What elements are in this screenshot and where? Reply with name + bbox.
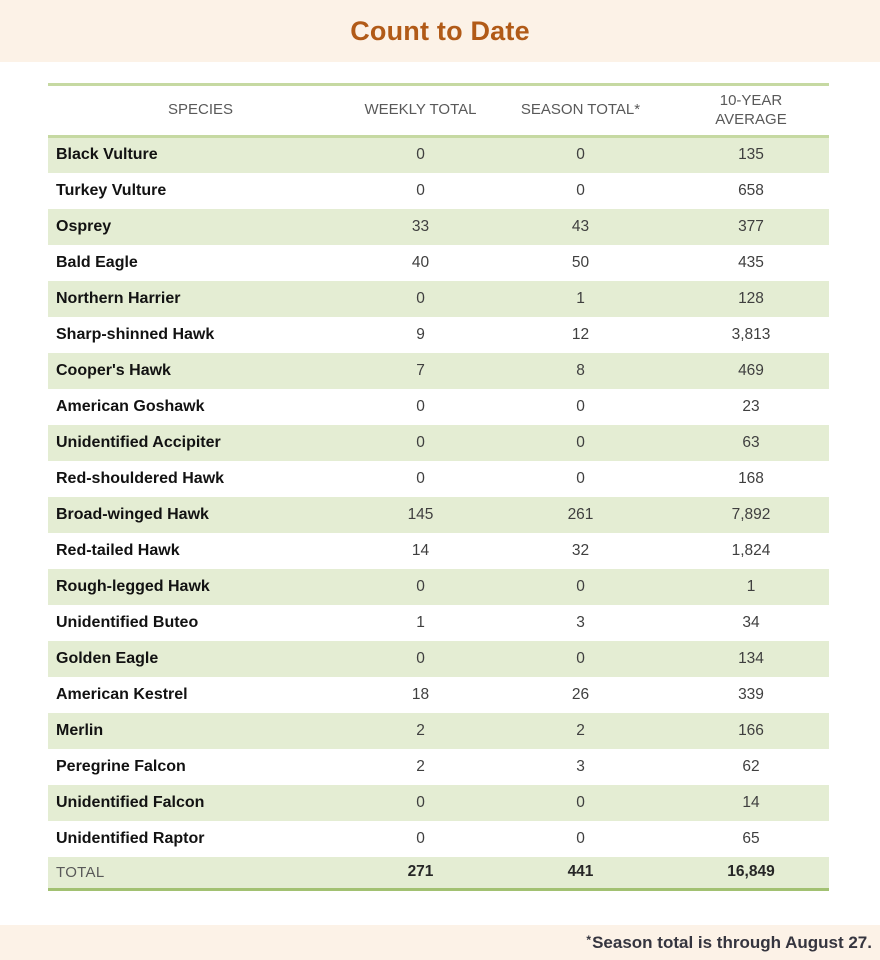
table-row <box>48 317 829 353</box>
weekly-total-value: 0 <box>416 397 425 415</box>
ten-year-average-value: 658 <box>738 181 764 199</box>
weekly-total-value: 33 <box>411 217 430 235</box>
ten-year-average-value: 377 <box>738 217 764 235</box>
ten-year-average-value: 63 <box>742 433 760 451</box>
species-name: Red-tailed Hawk <box>56 541 180 559</box>
weekly-total-value: 0 <box>416 829 425 847</box>
season-total-value: 43 <box>571 217 590 235</box>
weekly-total-value: 0 <box>416 649 425 667</box>
weekly-total-value: 0 <box>416 289 425 307</box>
weekly-total-value: 0 <box>416 793 425 811</box>
footnote <box>586 933 872 953</box>
season-total-value: 0 <box>576 433 585 451</box>
weekly-total-value: 0 <box>416 433 425 451</box>
ten-year-average-value: 435 <box>738 253 764 271</box>
ten-year-average-value: 3,813 <box>731 325 771 343</box>
weekly-total-value: 0 <box>416 469 425 487</box>
weekly-total-value: 0 <box>416 146 425 164</box>
column-header-weekly-total: WEEKLY TOTAL <box>353 85 488 137</box>
species-name: Turkey Vulture <box>56 181 167 199</box>
table-row <box>48 461 829 497</box>
season-total-value: 0 <box>576 469 585 487</box>
weekly-total-value: 2 <box>416 721 425 739</box>
column-header-species: SPECIES <box>48 85 353 137</box>
table-row <box>48 569 829 605</box>
species-name: Sharp-shinned Hawk <box>56 325 215 343</box>
count-table <box>48 83 829 891</box>
season-total-value: 32 <box>571 541 590 559</box>
column-header-season-total: SEASON TOTAL* <box>488 85 673 137</box>
ten-year-average-value: 23 <box>742 397 760 415</box>
ten-year-average-value: 34 <box>742 613 760 631</box>
weekly-total-value: 1 <box>416 613 425 631</box>
season-total-value: 0 <box>576 829 585 847</box>
season-total-value: 12 <box>571 325 590 343</box>
table-row <box>48 641 829 677</box>
weekly-total-value: 9 <box>416 325 425 343</box>
season-total-value: 26 <box>571 685 590 703</box>
species-name: Peregrine Falcon <box>56 757 186 775</box>
species-name: Red-shouldered Hawk <box>56 469 225 487</box>
table-row <box>48 497 829 533</box>
table-row <box>48 785 829 821</box>
ten-year-average-value: 1,824 <box>731 541 771 559</box>
ten-year-average-value: 469 <box>738 361 764 379</box>
column-header-10-year-average-label: 10-YEAR AVERAGE <box>715 91 787 128</box>
table-row <box>48 173 829 209</box>
table-row <box>48 353 829 389</box>
weekly-total-value: 40 <box>411 253 430 271</box>
total-label: TOTAL <box>48 857 353 890</box>
table-row <box>48 209 829 245</box>
species-name: Merlin <box>56 721 104 739</box>
season-total-value: 0 <box>576 577 585 595</box>
ten-year-average-value: 7,892 <box>731 505 771 523</box>
ten-year-average-value: 168 <box>738 469 764 487</box>
weekly-total-value: 7 <box>416 361 425 379</box>
page-title: Count to Date <box>350 15 530 46</box>
species-name: Bald Eagle <box>56 253 138 271</box>
weekly-total-value: 0 <box>416 577 425 595</box>
table-row <box>48 533 829 569</box>
table-row <box>48 713 829 749</box>
season-total-value: 50 <box>571 253 590 271</box>
ten-year-average-value: 166 <box>738 721 764 739</box>
season-total-value: 0 <box>576 649 585 667</box>
footnote-band <box>0 925 880 960</box>
weekly-total-value: 0 <box>416 181 425 199</box>
species-name: Cooper's Hawk <box>56 361 171 379</box>
species-name: Osprey <box>56 217 112 235</box>
footnote-text: Season total is through August 27. <box>592 932 872 952</box>
weekly-total-value: 145 <box>407 505 434 523</box>
ten-year-average-value: 134 <box>738 649 764 667</box>
season-total-value: 8 <box>576 361 585 379</box>
footnote-asterisk: * <box>586 932 592 947</box>
species-name: Unidentified Raptor <box>56 829 205 847</box>
table-row <box>48 389 829 425</box>
column-header-10-year-average <box>673 85 829 137</box>
table-row <box>48 821 829 857</box>
ten-year-average-value: 65 <box>742 829 760 847</box>
season-total-value: 0 <box>576 397 585 415</box>
species-name: Black Vulture <box>56 146 158 164</box>
season-total-value: 1 <box>576 289 585 307</box>
table-row <box>48 605 829 641</box>
table-row <box>48 245 829 281</box>
season-total-value: 0 <box>576 793 585 811</box>
season-total-value: 0 <box>576 181 585 199</box>
species-name: Northern Harrier <box>56 289 181 307</box>
season-total-value: 3 <box>576 613 585 631</box>
ten-year-average-value: 14 <box>742 793 760 811</box>
title-band <box>0 0 880 62</box>
ten-year-average-value: 135 <box>738 146 764 164</box>
species-name: Golden Eagle <box>56 649 159 667</box>
weekly-total-value: 18 <box>411 685 430 703</box>
species-name: Unidentified Buteo <box>56 613 199 631</box>
species-name: Broad-winged Hawk <box>56 505 209 523</box>
weekly-total-value: 14 <box>411 541 430 559</box>
ten-year-average-value: 1 <box>746 577 756 595</box>
table-row <box>48 749 829 785</box>
table-row <box>48 677 829 713</box>
species-name: Unidentified Falcon <box>56 793 205 811</box>
ten-year-average-value: 128 <box>738 289 764 307</box>
count-table-container <box>48 83 829 891</box>
species-name: American Kestrel <box>56 685 188 703</box>
total-row <box>48 857 829 890</box>
species-name: Unidentified Accipiter <box>56 433 221 451</box>
ten-year-average-value: 62 <box>742 757 760 775</box>
total-weekly-value: 271 <box>353 857 488 890</box>
season-total-value: 2 <box>576 721 585 739</box>
weekly-total-value: 2 <box>416 757 425 775</box>
season-total-value: 3 <box>576 757 585 775</box>
species-name: Rough-legged Hawk <box>56 577 210 595</box>
season-total-value: 261 <box>567 505 594 523</box>
table-row <box>48 281 829 317</box>
table-row <box>48 137 829 173</box>
total-average-value: 16,849 <box>673 857 829 890</box>
ten-year-average-value: 339 <box>738 685 764 703</box>
total-season-value: 441 <box>488 857 673 890</box>
header-row <box>48 85 829 137</box>
table-row <box>48 425 829 461</box>
species-name: American Goshawk <box>56 397 205 415</box>
season-total-value: 0 <box>576 146 585 164</box>
